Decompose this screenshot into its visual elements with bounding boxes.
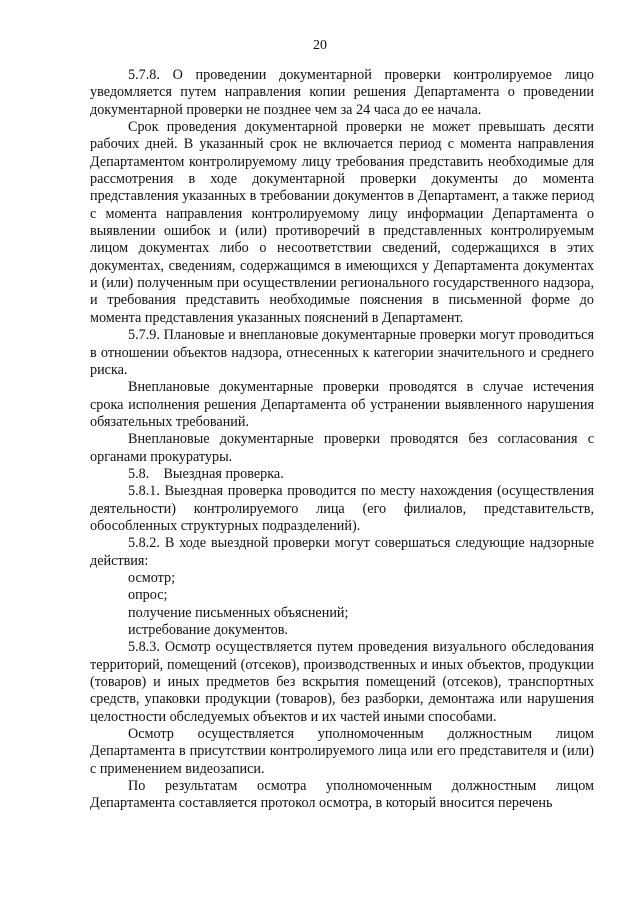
paragraph-no-prosecutor-approval: Внеплановые документарные проверки проводятся без согласования с органами прокуратуры. — [90, 431, 594, 465]
paragraph-5-7-8: 5.7.8. О проведении документарной проверки контролируемое лицо уведомляется путем направления копии решения Департамента о проведении документарной проверки не позднее чем за 24 часа до ее начала. — [90, 67, 594, 118]
list-item-interview: опрос; — [128, 587, 168, 604]
paragraph-5-8-1: 5.8.1. Выездная проверка проводится по месту нахождения (осуществления деятельности) контролируемого лица (его филиалов, представительств, обособленных структурных подразделений). — [90, 483, 594, 534]
paragraph-5-7-9: 5.7.9. Плановые и внеплановые документарные проверки могут проводиться в отношении объектов надзора, отнесенных к категории значительного и среднего риска. — [90, 327, 594, 378]
document-body — [90, 67, 594, 813]
paragraph-5-8-2: 5.8.2. В ходе выездной проверки могут совершаться следующие надзорные действия: — [90, 535, 594, 569]
list-item-written-explanations: получение письменных объяснений; — [128, 604, 349, 621]
paragraph-5-8-3: 5.8.3. Осмотр осуществляется путем проведения визуального обследования территорий, помещений (отсеков), производственных и иных объектов, продукции (товаров) и иных предметов без вскрытия помещений (отсеков), транспортных средств, упаковки продукции (товаров), без разборки, демонтажа или нарушения целостности обследуемых объектов и их частей иными способами. — [90, 639, 594, 725]
page-number: 20 — [313, 38, 327, 53]
paragraph-inspection-protocol: По результатам осмотра уполномоченным должностным лицом Департамента составляется протокол осмотра, в который вносится перечень — [90, 778, 594, 812]
list-item-document-request: истребование документов. — [128, 622, 288, 638]
paragraph-unscheduled-inspections: Внеплановые документарные проверки проводятся в случае истечения срока исполнения решения Департамента об устранении выявленного нарушения обязательных требований. — [90, 379, 594, 430]
paragraph-inspection-period: Срок проведения документарной проверки не может превышать десяти рабочих дней. В указанный срок не включается период с момента направления Департаментом контролируемому лицу требования представить необходимые для рассмотрения в ходе документарной проверки документы до момента представления указанных в требовании документов в Департамент, а также период с момента направления контролируемому лицу информации Департамента о выявлении ошибок и (или) противоречий в представленных контролируемым лицом документах либо о несоответствии сведений, содержащихся в этих документах, сведениям, содержащимся в имеющихся у Департамента документах и (или) полученным при осуществлении регионального государственного надзора, и требования представить необходимые пояснения в письменной форме до момента представления указанных пояснений в Департамент. — [90, 119, 594, 326]
paragraph-5-8-heading: 5.8. Выездная проверка. — [128, 465, 284, 482]
paragraph-inspection-presence: Осмотр осуществляется уполномоченным должностным лицом Департамента в присутствии контролируемого лица или его представителя и (или) с применением видеозаписи. — [90, 726, 594, 777]
list-item-inspection: осмотр; — [128, 569, 176, 586]
